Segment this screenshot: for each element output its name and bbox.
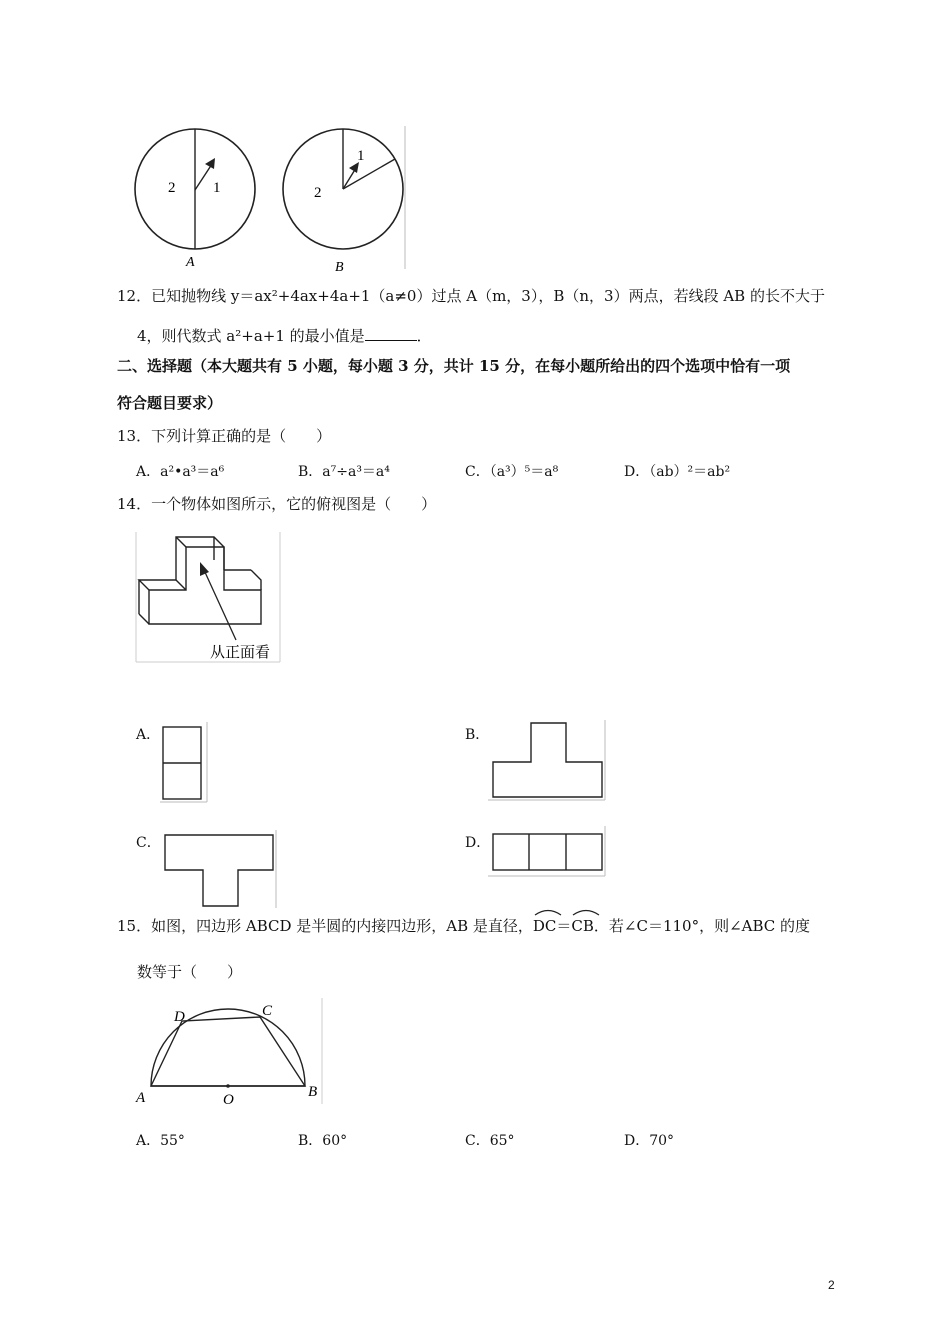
q13-option-b[interactable]: B．a⁷÷a³＝a⁴ — [298, 464, 390, 480]
q12-line2-text: 4，则代数式 a²+a+1 的最小值是 — [137, 327, 365, 345]
spinner-b-num2: 2 — [314, 185, 322, 201]
spinner-figure — [128, 124, 410, 274]
point-b-label: B — [308, 1084, 318, 1100]
q14-option-b-figure[interactable] — [488, 720, 608, 802]
q13-option-a[interactable]: A．a²•a³＝a⁶ — [136, 464, 225, 480]
q15-option-c[interactable]: C．65° — [465, 1133, 515, 1149]
q14-option-c-figure[interactable] — [160, 830, 280, 910]
q14-option-a-figure[interactable] — [160, 722, 210, 804]
page-number: 2 — [828, 1278, 835, 1292]
q14-option-d-label[interactable]: D． — [465, 835, 491, 851]
semicircle-figure — [134, 996, 326, 1108]
spinner-b-label: B — [335, 260, 344, 274]
object-3d-figure — [134, 532, 284, 664]
q12-line2-end: ． — [416, 327, 432, 345]
arc-dc: DC — [533, 912, 557, 936]
answer-blank — [365, 326, 417, 341]
arc-cb: CB — [571, 912, 594, 936]
q14-option-d-figure[interactable] — [488, 826, 608, 878]
section2-title-line1: 二、选择题（本大题共有 5 小题，每小题 3 分，共计 15 分，在每小题所给出的四个选项中恰有一项 — [117, 357, 791, 375]
q13-stem: 13．下列计算正确的是（ ） — [117, 427, 332, 445]
q15-option-b[interactable]: B．60° — [298, 1133, 348, 1149]
front-view-label: 从正面看 — [210, 645, 271, 661]
q14-option-c-label[interactable]: C． — [136, 835, 161, 851]
q12-line1: 12．已知抛物线 y＝ax²+4ax+4a+1（a≠0）过点 A（m，3），B（n，3）两点，若线段 AB 的长不大于 — [117, 287, 825, 305]
point-a-label: A — [136, 1090, 146, 1106]
q14-option-a-label[interactable]: A． — [136, 727, 161, 743]
q15-option-a[interactable]: A．55° — [136, 1133, 185, 1149]
q13-option-d[interactable]: D．（ab）²＝ab² — [624, 464, 731, 480]
q14-option-b-label[interactable]: B． — [465, 727, 490, 743]
q12-line2 — [137, 326, 432, 346]
arc-equals: ＝ — [556, 917, 572, 935]
spinner-a-label: A — [186, 255, 195, 270]
spinner-a-num2: 2 — [168, 180, 176, 196]
q15-stem-line1 — [117, 912, 810, 936]
section2-title-line2: 符合题目要求） — [117, 394, 223, 412]
q15-option-d[interactable]: D．70° — [624, 1133, 675, 1149]
q15-stem-text-end: ．若∠C＝110°，则∠ABC 的度 — [593, 917, 811, 935]
spinner-a-num1: 1 — [213, 180, 221, 196]
spinner-b-num1: 1 — [357, 148, 365, 164]
q15-stem-line2: 数等于（ ） — [137, 963, 243, 981]
point-o-label: O — [223, 1092, 234, 1108]
q14-stem: 14．一个物体如图所示，它的俯视图是（ ） — [117, 495, 437, 513]
point-c-label: C — [262, 1003, 273, 1019]
q13-option-c[interactable]: C．（a³）⁵＝a⁸ — [465, 464, 559, 480]
point-d-label: D — [174, 1009, 185, 1025]
q15-stem-text: 15．如图，四边形 ABCD 是半圆的内接四边形，AB 是直径， — [117, 917, 533, 935]
